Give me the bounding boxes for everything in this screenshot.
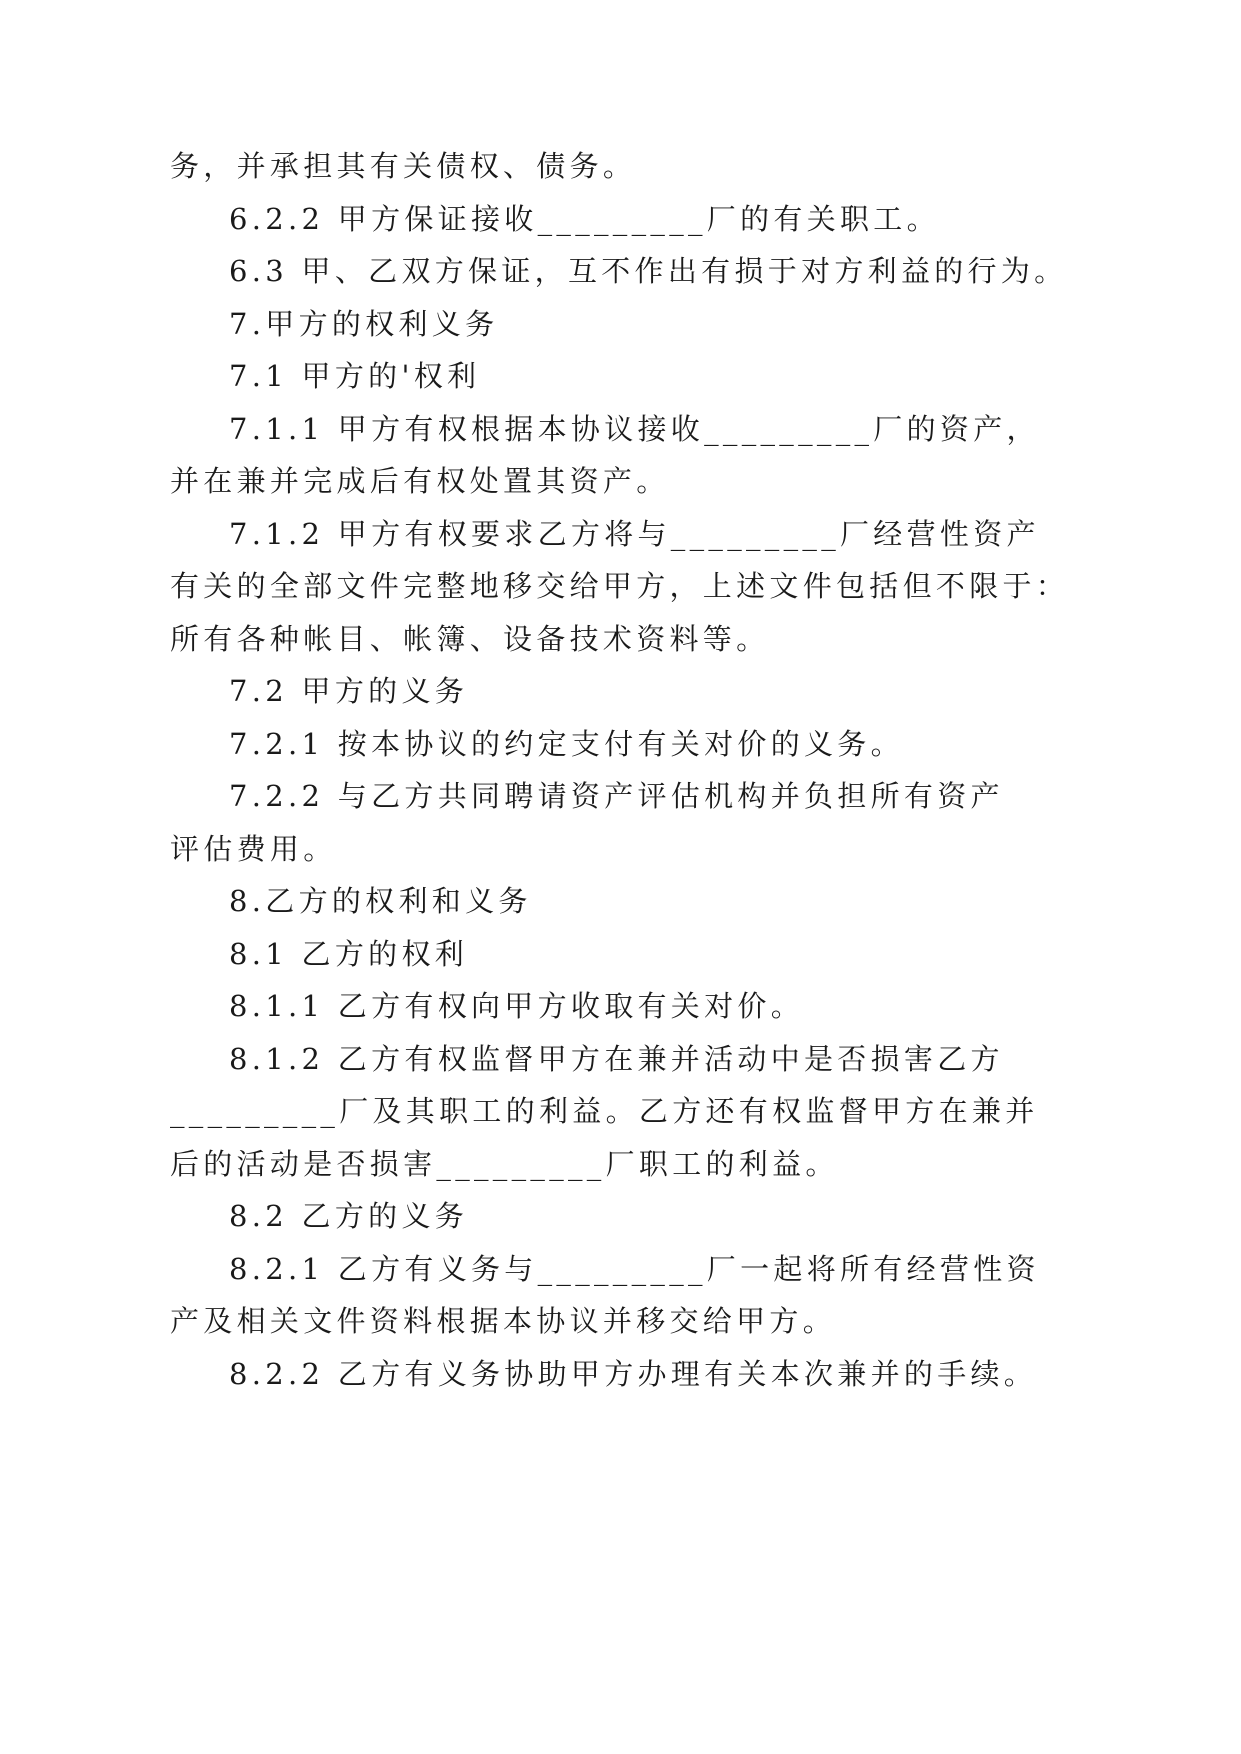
text-line: 务，并承担其有关债权、债务。 <box>170 149 637 183</box>
text-line: 后的活动是否损害_________厂职工的利益。 <box>170 1147 839 1181</box>
subsection-heading: 8.2 乙方的义务 <box>229 1199 469 1233</box>
text-line: 产及相关文件资料根据本协议并移交给甲方。 <box>170 1304 837 1338</box>
text-line: 7.1.1 甲方有权根据本协议接收_________厂的资产， <box>229 412 1040 446</box>
text-line: 8.2.2 乙方有义务协助甲方办理有关本次兼并的手续。 <box>229 1357 1038 1391</box>
section-heading: 8.乙方的权利和义务 <box>229 884 532 918</box>
text-line: 并在兼并完成后有权处置其资产。 <box>170 464 670 498</box>
text-line: 7.2.1 按本协议的约定支付有关对价的义务。 <box>229 727 904 761</box>
text-line: 所有各种帐目、帐簿、设备技术资料等。 <box>170 622 770 656</box>
text-line: 7.2.2 与乙方共同聘请资产评估机构并负担所有资产 <box>229 779 1004 813</box>
subsection-heading: 7.2 甲方的义务 <box>229 674 469 708</box>
text-line: 有关的全部文件完整地移交给甲方，上述文件包括但不限于： <box>170 569 1070 603</box>
text-line: 8.2.1 乙方有义务与_________厂一起将所有经营性资 <box>229 1252 1040 1286</box>
subsection-heading: 7.1 甲方的'权利 <box>229 359 481 393</box>
text-line: 7.1.2 甲方有权要求乙方将与_________厂经营性资产 <box>229 517 1040 551</box>
text-line: 6.2.2 甲方保证接收_________厂的有关职工。 <box>229 202 940 236</box>
text-line: 8.1.1 乙方有权向甲方收取有关对价。 <box>229 989 805 1023</box>
text-line: 6.3 甲、乙双方保证，互不作出有损于对方利益的行为。 <box>229 254 1068 288</box>
section-heading: 7.甲方的权利义务 <box>229 307 499 341</box>
text-line: _________厂及其职工的利益。乙方还有权监督甲方在兼并 <box>170 1094 1039 1128</box>
subsection-heading: 8.1 乙方的权利 <box>229 937 469 971</box>
text-line: 8.1.2 乙方有权监督甲方在兼并活动中是否损害乙方 <box>229 1042 1004 1076</box>
text-line: 评估费用。 <box>170 832 337 866</box>
